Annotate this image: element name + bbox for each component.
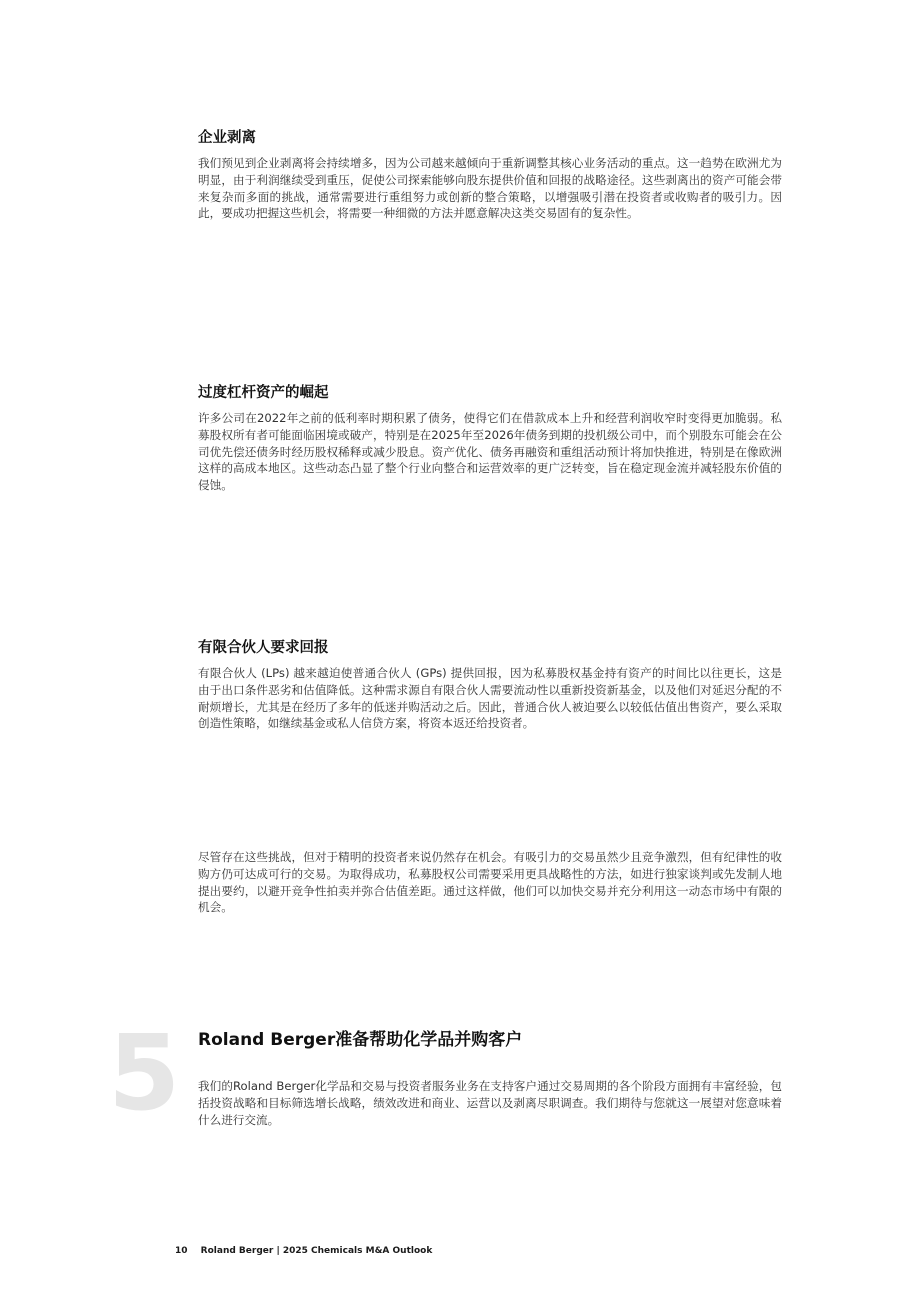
section-lp-returns — [198, 638, 782, 732]
publication-title: Roland Berger | 2025 Chemicals M&A Outlook — [200, 1246, 433, 1256]
section-heading: Roland Berger准备帮助化学品并购客户 — [198, 1030, 523, 1050]
section-heading: 企业剥离 — [198, 130, 256, 146]
section-corporate-divestiture — [198, 128, 782, 222]
section-body: 我们的Roland Berger化学品和交易与投资者服务业务在支持客户通过交易周期的各个阶段方面拥有丰富经验，包括投资战略和目标筛选增长战略，绩效改进和商业、运营以及剥离尽职调查。我们期待与您就这一展望对您意味着什么进行交流。 — [198, 1079, 782, 1127]
chapter-number: 5 — [108, 1012, 181, 1134]
section-heading: 有限合伙人要求回报 — [198, 640, 329, 656]
section-body: 有限合伙人 (LPs) 越来越迫使普通合伙人 (GPs) 提供回报，因为私募股权基金持有资产的时间比以往更长，这是由于出口条件恶劣和估值降低。这种需求源自有限合伙人需要流动性以重新投资新基金，以及他们对延迟分配的不耐烦增长，尤其是在经历了多年的低迷并购活动之后。因此，普通合伙人被迫要么以较低估值出售资产，要么采取创造性策略，如继续基金或私人信贷方案，将资本返还给投资者。 — [198, 666, 782, 731]
page-footer — [175, 1245, 432, 1257]
section-body: 我们预见到企业剥离将会持续增多，因为公司越来越倾向于重新调整其核心业务活动的重点。这一趋势在欧洲尤为明显，由于利润继续受到重压，促使公司探索能够向股东提供价值和回报的战略途径。这些剥离出的资产可能会带来复杂而多面的挑战，通常需要进行重组努力或创新的整合策略，以增强吸引潜在投资者或收购者的吸引力。因此，要成功把握这些机会，将需要一种细微的方法并愿意解决这类交易固有的复杂性。 — [198, 156, 782, 221]
page-number: 10 — [175, 1246, 188, 1256]
section-body: 尽管存在这些挑战，但对于精明的投资者来说仍然存在机会。有吸引力的交易虽然少且竞争激烈，但有纪律性的收购方仍可达成可行的交易。为取得成功，私募股权公司需要采用更具战略性的方法，如进行独家谈判或先发制人地提出要约，以避开竞争性拍卖并弥合估值差距。通过这样做，他们可以加快交易并充分利用这一动态市场中有限的机会。 — [198, 850, 782, 915]
section-overleveraged-assets — [198, 383, 782, 494]
section-heading: 过度杠杆资产的崛起 — [198, 385, 329, 401]
section-opportunity-paragraph — [198, 849, 782, 916]
section-roland-berger — [198, 1028, 782, 1128]
section-body: 许多公司在2022年之前的低利率时期积累了债务，使得它们在借款成本上升和经营利润收窄时变得更加脆弱。私募股权所有者可能面临困境或破产，特别是在2025年至2026年债务到期的投机级公司中，而个别股东可能会在公司优先偿还债务时经历股权稀释或减少股息。资产优化、债务再融资和重组活动预计将加快推进，特别是在像欧洲这样的高成本地区。这些动态凸显了整个行业向整合和运营效率的更广泛转变，旨在稳定现金流并减轻股东价值的侵蚀。 — [198, 411, 782, 493]
